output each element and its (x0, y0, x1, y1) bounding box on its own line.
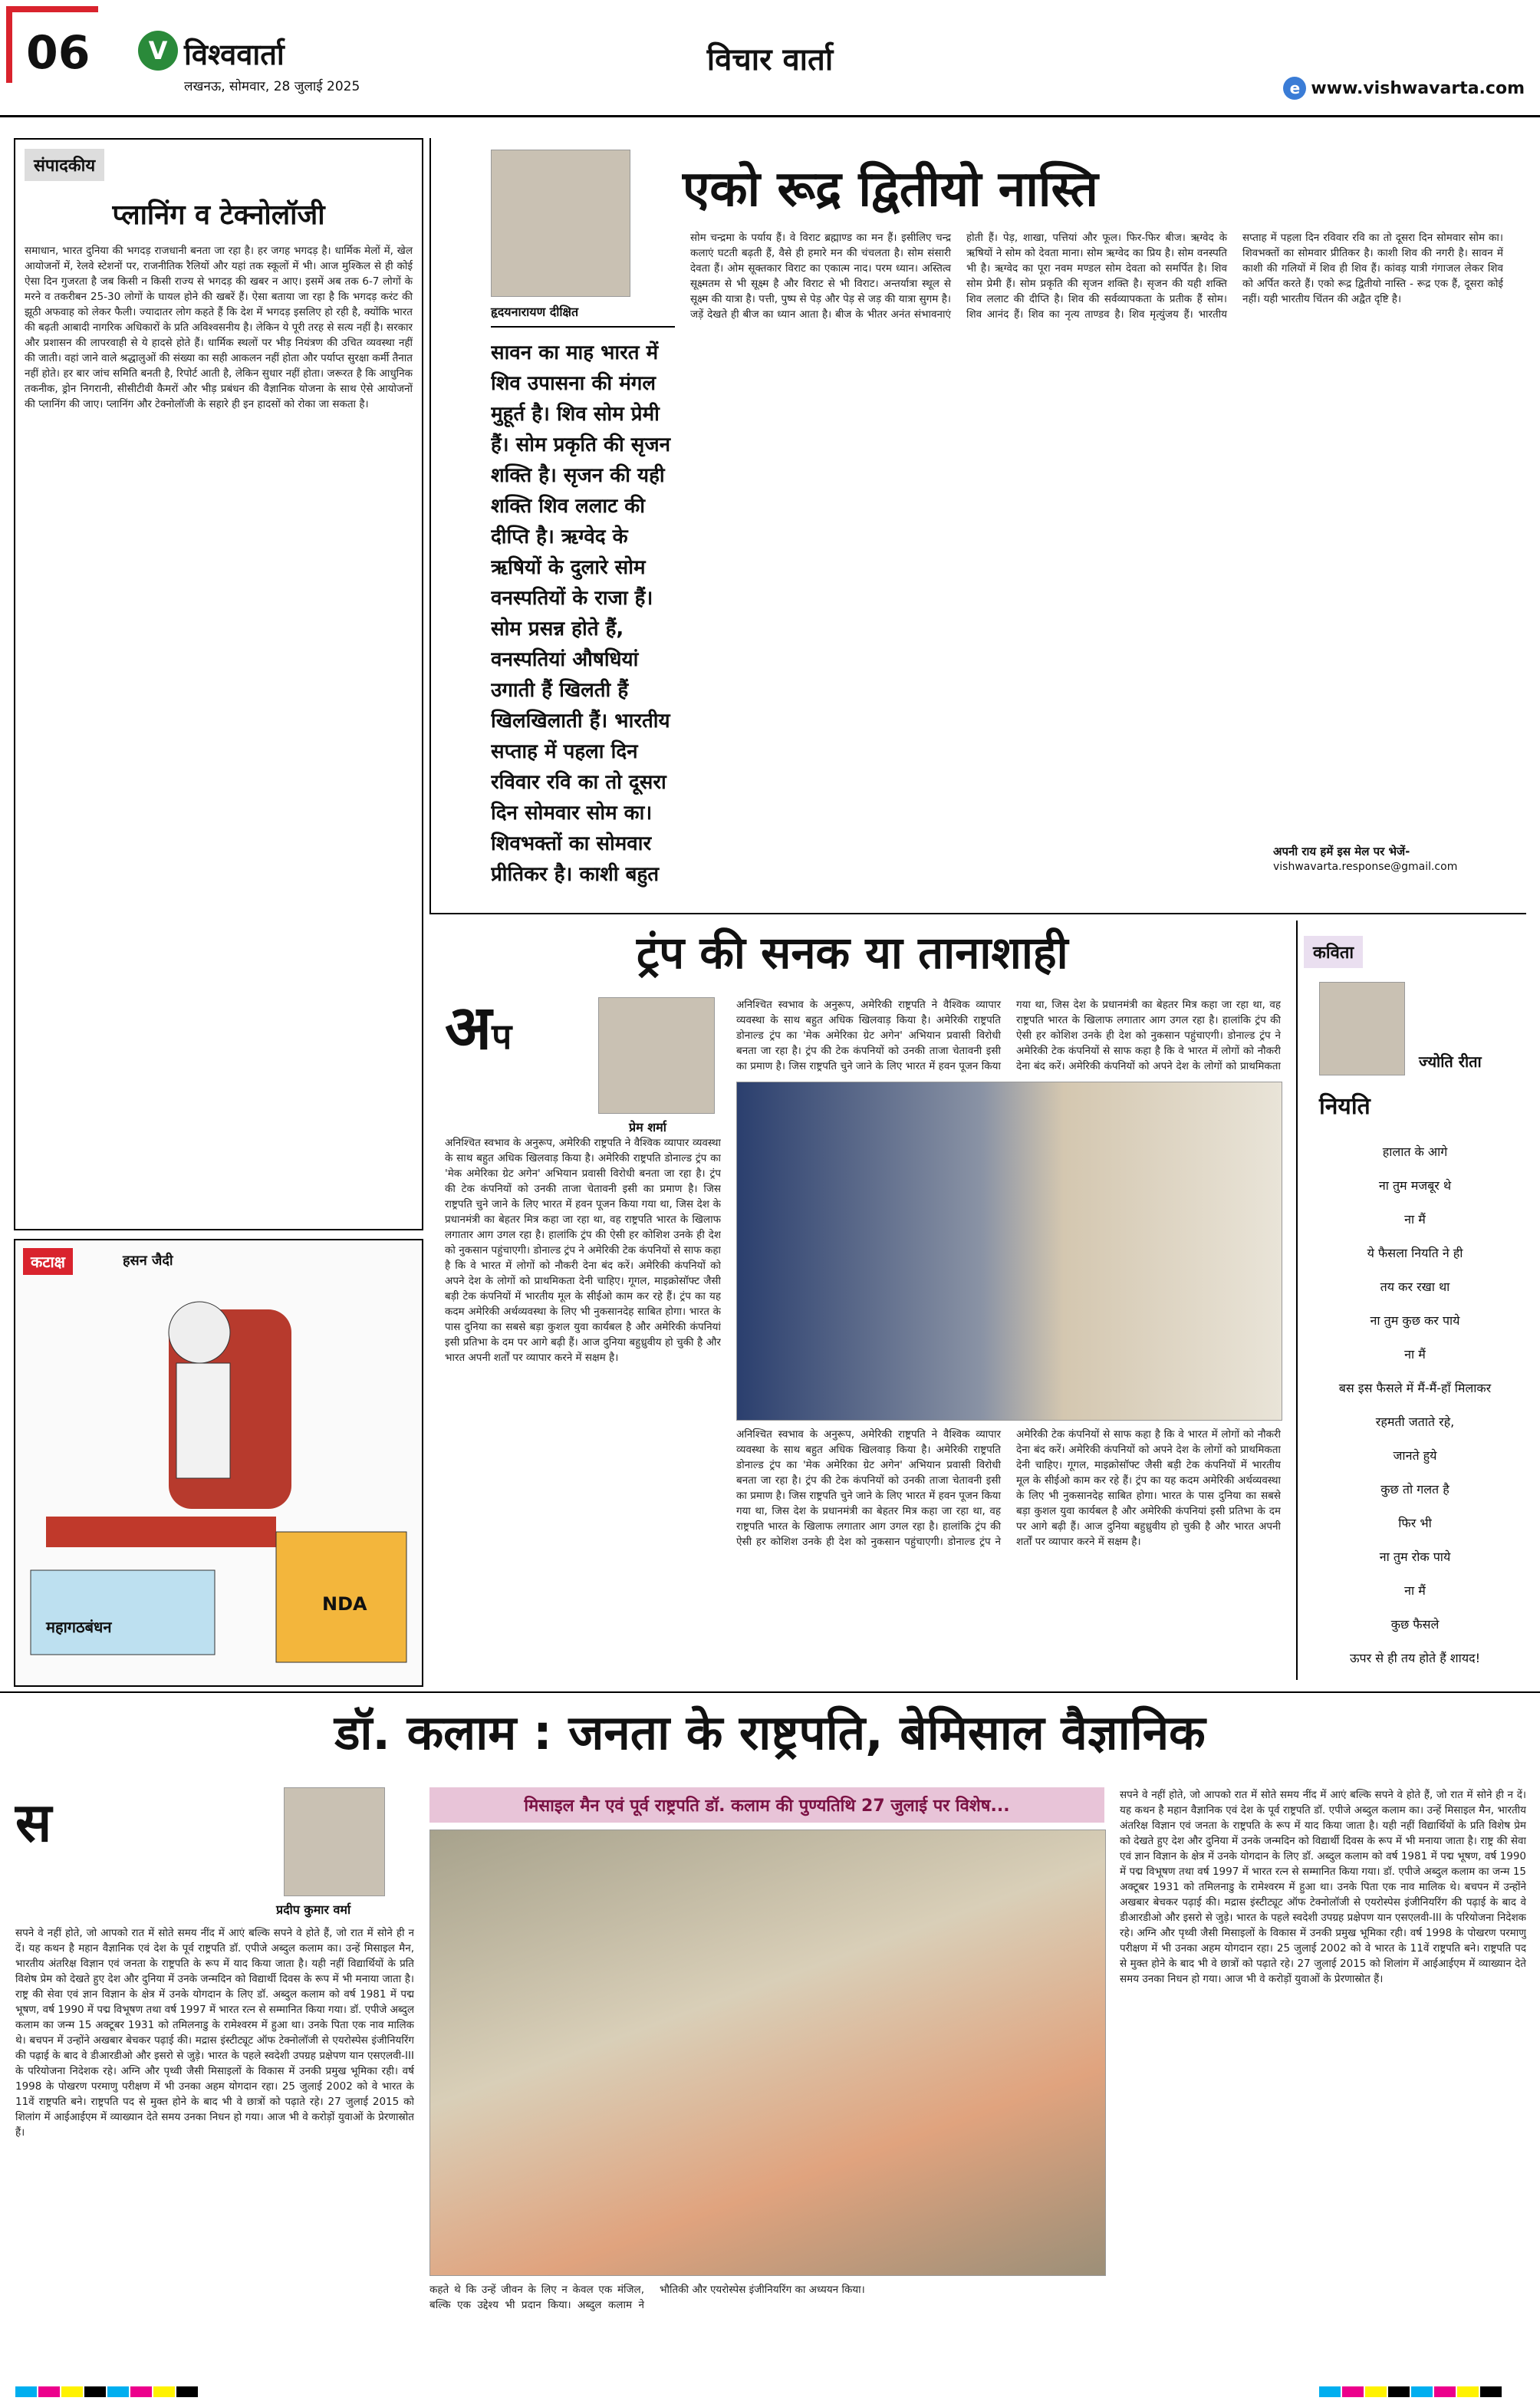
black-swatch (1480, 2386, 1502, 2397)
article3-banner: मिसाइल मैन एवं पूर्व राष्ट्रपति डॉ. कलाम की पुण्यतिथि 27 जुलाई पर विशेष... (429, 1787, 1104, 1823)
pull-quote-rule (491, 326, 675, 328)
yellow-swatch (1457, 2386, 1479, 2397)
cartoon-panel (14, 1239, 423, 1687)
cartoon-sign-left-text: महागठबंधन (46, 1618, 112, 1636)
section-title: विचार वार्ता (706, 42, 834, 77)
article3-photo (429, 1830, 1106, 2276)
editorial-body: समाधान, भारत दुनिया की भगदड़ राजधानी बनता जा रहा है। हर जगह भगदड़ है। धार्मिक मेलों में, खेल आयोजनों में, रेलवे स्टेशनों पर, राजनीतिक रैलियों और यहां तक स्कूलों में भी। आज मुश्किल से ही कोई ऐसा दिन गुजरता है जब किसी न किसी राज्य से भगदड़ की खबर न आए। इसमें अब तक 6-7 लोगों के मरने व तकरीबन 25-30 लोगों के घायल होने की खबरें हैं। ऐसा बताया जा रहा है कि भगदड़ करंट की झूठी अफवाह को लेकर फैली। ज्यादातर लोग कहते हैं कि देश में भगदड़ इसलिए हो रही है, क्योंकि भारत की बढ़ती आबादी नागरिक अधिकारों के प्रति अविश्वसनीय है। लेकिन ये पूरी तरह से सत्य नहीं है। सरकार और प्रशासन की लापरवाही से ये हादसे होते हैं। धार्मिक स्थलों पर भीड़ नियंत्रण की उचित व्यवस्था नहीं की जाती। वहां जाने वाले श्रद्धालुओं की संख्या का सही आकलन नहीं होता और पर्याप्त सुरक्षा कर्मी तैनात नहीं होते। हर बार जांच समिति बनती है, रिपोर्ट आती है, लेकिन सुधार नहीं होता। जरूरत है कि आधुनिक तकनीक, ड्रोन निगरानी, सीसीटीवी कैमरों और भीड़ प्रबंधन की वैज्ञानिक योजना के साथ ऐसे आयोजनों की प्लानिंग की जाए। प्लानिंग और टेक्नोलॉजी के सहारे ही इन हादसों को रोका जा सकता है। (25, 245, 413, 410)
poem-label: कविता (1304, 936, 1363, 968)
article2-body-bottom: अनिश्चित स्वभाव के अनुरूप, अमेरिकी राष्ट्रपति ने वैश्विक व्यापार व्यवस्था के साथ बहुत अधिक खिलवाड़ किया है। अमेरिकी राष्ट्रपति डोनाल्ड ट्रंप का 'मेक अमेरिका ग्रेट अगेन' अभियान प्रवासी विरोधी बनता जा रहा है। ट्रंप की टेक कंपनियों को उनकी ताजा चेतावनी इसी का प्रमाण है। जिस राष्ट्रपति चुने जाने के लिए भारत में हवन पूजन किया गया था, जिस देश के प्रधानमंत्री का बेहतर मित्र कहा जा रहा था, वह राष्ट्रपति भारत के खिलाफ लगातार आग उगल रहा है। हालांकि ट्रंप की ऐसी हर कोशिश उनके ही देश को नुकसान पहुंचाएगी। डोनाल्ड ट्रंप ने अमेरिकी टेक कंपनियों से साफ कहा है कि वे भारत में लोगों को नौकरी देना बंद करें। अमेरिकी कंपनियों को अपने देश के लोगों को प्राथमिकता देनी चाहिए। गूगल, माइक्रोसॉफ्ट जैसी बड़ी टेक कंपनियों में भारतीय मूल के सीईओ काम कर रहे हैं। ट्रंप का यह कदम अमेरिकी अर्थव्यवस्था के लिए भी नुकसानदेह साबित होगा। भारत के पास दुनिया का सबसे बड़ा कुशल युवा कार्यबल है और अमेरिकी कंपनियां इसी प्रतिभा के दम पर आगे बढ़ी हैं। आज दुनिया बहुध्रुवीय हो चुकी है और भारत अपनी शर्तों पर व्यापार करने में सक्षम है। (736, 1428, 1281, 1548)
poem-line: ना तुम मजबूर थे (1378, 1178, 1452, 1193)
black-swatch (176, 2386, 198, 2397)
cyan-swatch (15, 2386, 37, 2397)
column-divider (429, 138, 431, 913)
poem-line: ना मैं (1404, 1212, 1426, 1227)
cartoon-sign-right-text: NDA (322, 1593, 367, 1615)
poem-line: ना तुम रोक पाये (1379, 1550, 1451, 1564)
row-divider (429, 913, 1526, 914)
cartoon-sign-left (31, 1570, 215, 1655)
yellow-swatch (153, 2386, 175, 2397)
cartoon-figure-body (176, 1363, 230, 1478)
black-swatch (84, 2386, 106, 2397)
article1-pull-quote: सावन का माह भारत में शिव उपासना की मंगल मुहूर्त है। शिव सोम प्रेमी हैं। सोम प्रकृति की सृजन शक्ति है। सृजन की यही शक्ति शिव ललाट की दीप्ति है। ऋग्वेद के ऋषियों के दुलारे सोम वनस्पतियों के राजा हैं। सोम प्रसन्न होते हैं, वनस्पतियां औषधियां उगाती हैं खिलती हैं खिलखिलाती हैं। भारतीय सप्ताह में पहला दिन रविवार रवि का तो दूसरा दिन सोमवार सोम का। शिवभक्तों का सोमवार प्रीतिकर है। काशी बहुत (491, 341, 671, 886)
cartoon-artist: हसन जैदी (123, 1253, 173, 1269)
article2-photo (736, 1082, 1282, 1421)
poem-line: ये फैसला नियति ने ही (1367, 1246, 1463, 1260)
magenta-swatch (130, 2386, 152, 2397)
article2-author-photo (598, 997, 715, 1114)
poem-lines (1304, 1135, 1526, 1675)
brand-name[interactable]: विश्ववार्ता (184, 38, 285, 71)
poem-line: बस इस फैसले में मैं-मैं-हाँ मिलाकर (1338, 1381, 1492, 1395)
header-divider (0, 115, 1540, 117)
article3-drop-cap: स (15, 1791, 52, 1854)
article2-drop-cap-rest: प (492, 1016, 512, 1057)
article2-body-left: अनिश्चित स्वभाव के अनुरूप, अमेरिकी राष्ट्रपति ने वैश्विक व्यापार व्यवस्था के साथ बहुत अधिक खिलवाड़ किया है। अमेरिकी राष्ट्रपति डोनाल्ड ट्रंप का 'मेक अमेरिका ग्रेट अगेन' अभियान प्रवासी विरोधी बनता जा रहा है। ट्रंप की टेक कंपनियों को उनकी ताजा चेतावनी इसी का प्रमाण है। जिस राष्ट्रपति चुने जाने के लिए भारत में हवन पूजन किया गया था, जिस देश के प्रधानमंत्री का बेहतर मित्र कहा जा रहा था, वह राष्ट्रपति भारत के खिलाफ लगातार आग उगल रहा है। हालांकि ट्रंप की ऐसी हर कोशिश उनके ही देश को नुकसान पहुंचाएगी। डोनाल्ड ट्रंप ने अमेरिकी टेक कंपनियों से साफ कहा है कि वे भारत में लोगों को नौकरी देना बंद करें। अमेरिकी कंपनियों को अपने देश के लोगों को प्राथमिकता देनी चाहिए। गूगल, माइक्रोसॉफ्ट जैसी बड़ी टेक कंपनियों में भारतीय मूल के सीईओ काम कर रहे हैं। ट्रंप का यह कदम अमेरिकी अर्थव्यवस्था के लिए भी नुकसानदेह साबित होगा। भारत के पास दुनिया का सबसे बड़ा कुशल युवा कार्यबल है और अमेरिकी कंपनियां इसी प्रतिभा के दम पर आगे बढ़ी हैं। आज दुनिया बहुध्रुवीय हो चुकी है और भारत अपनी शर्तों पर व्यापार करने में सक्षम है। (445, 1137, 721, 1364)
print-registration-marks-right (1319, 2386, 1503, 2396)
article2-drop-cap (445, 992, 512, 1067)
article3-title: डॉ. कलाम : जनता के राष्ट्रपति, बेमिसाल वैज्ञानिक (334, 1704, 1206, 1760)
yellow-swatch (61, 2386, 83, 2397)
cyan-swatch (1319, 2386, 1341, 2397)
magenta-swatch (1434, 2386, 1456, 2397)
poem-line: रहमती जताते रहे, (1375, 1415, 1455, 1429)
cartoon-figure-head (169, 1302, 230, 1363)
magenta-swatch (1342, 2386, 1364, 2397)
article2-author: प्रेम शर्मा (629, 1120, 666, 1135)
cartoon-label: कटाक्ष (23, 1248, 73, 1275)
black-swatch (1388, 2386, 1410, 2397)
article1-email[interactable]: vishwavarta.response@gmail.com (1273, 861, 1458, 873)
article3-body-left: सपने वे नहीं होते, जो आपको रात में सोते समय नींद में आएं बल्कि सपने वे होते हैं, जो रात में सोने ही न दें। यह कथन है महान वैज्ञानिक एवं देश के पूर्व राष्ट्रपति डॉ. एपीजे अब्दुल कलाम का। उन्हें मिसाइल मैन, भारतीय अंतरिक्ष विज्ञान एवं जनता के राष्ट्रपति के रूप में याद किया जाता है। यही नहीं विद्यार्थियों के प्रति विशेष प्रेम को देखते हुए देश और दुनिया में उनके जन्मदिन को विद्यार्थी दिवस के रूप में भी मनाया जाता है। राष्ट्र की सेवा एवं ज्ञान विज्ञान के क्षेत्र में उनके योगदान के लिए डॉ. अब्दुल कलाम को वर्ष 1981 में पद्म भूषण, वर्ष 1990 में पद्म विभूषण तथा वर्ष 1997 में भारत रत्न से सम्मानित किया गया। डॉ. एपीजे अब्दुल कलाम का जन्म 15 अक्टूबर 1931 को तमिलनाडु के रामेश्वरम में हुआ था। उनके पिता एक नाव मालिक थे। बचपन में उन्होंने अखबार बेचकर पढ़ाई की। मद्रास इंस्टीट्यूट ऑफ टेक्नोलॉजी से एयरोस्पेस इंजीनियरिंग की पढ़ाई के बाद वे डीआरडीओ और इसरो से जुड़े। भारत के पहले स्वदेशी उपग्रह प्रक्षेपण यान एसएलवी-III के परियोजना निदेशक रहे। अग्नि और पृथ्वी जैसी मिसाइलों के विकास में उनकी प्रमुख भूमिका रही। वर्ष 1998 के पोखरण परमाणु परीक्षण में भी उनका अहम योगदान रहा। 25 जुलाई 2002 को वे भारत के 11वें राष्ट्रपति बने। राष्ट्रपति पद से मुक्त होने के बाद भी वे छात्रों को पढ़ाते रहे। 27 जुलाई 2015 को शिलांग में आईआईएम में व्याख्यान देते समय उनका निधन हो गया। आज भी वे करोड़ों युवाओं के प्रेरणास्रोत हैं। (15, 1927, 414, 2139)
poem-line: हालात के आगे (1382, 1145, 1448, 1159)
poem-line: तय कर रखा था (1380, 1280, 1450, 1294)
article3-body-right: सपने वे नहीं होते, जो आपको रात में सोते समय नींद में आएं बल्कि सपने वे होते हैं, जो रात में सोने ही न दें। यह कथन है महान वैज्ञानिक एवं देश के पूर्व राष्ट्रपति डॉ. एपीजे अब्दुल कलाम का। उन्हें मिसाइल मैन, भारतीय अंतरिक्ष विज्ञान एवं जनता के राष्ट्रपति के रूप में याद किया जाता है। यही नहीं विद्यार्थियों के प्रति विशेष प्रेम को देखते हुए देश और दुनिया में उनके जन्मदिन को विद्यार्थी दिवस के रूप में भी मनाया जाता है। राष्ट्र की सेवा एवं ज्ञान विज्ञान के क्षेत्र में उनके योगदान के लिए डॉ. अब्दुल कलाम को वर्ष 1981 में पद्म भूषण, वर्ष 1990 में पद्म विभूषण तथा वर्ष 1997 में भारत रत्न से सम्मानित किया गया। डॉ. एपीजे अब्दुल कलाम का जन्म 15 अक्टूबर 1931 को तमिलनाडु के रामेश्वरम में हुआ था। उनके पिता एक नाव मालिक थे। बचपन में उन्होंने अखबार बेचकर पढ़ाई की। मद्रास इंस्टीट्यूट ऑफ टेक्नोलॉजी से एयरोस्पेस इंजीनियरिंग की पढ़ाई के बाद वे डीआरडीओ और इसरो से जुड़े। भारत के पहले स्वदेशी उपग्रह प्रक्षेपण यान एसएलवी-III के परियोजना निदेशक रहे। अग्नि और पृथ्वी जैसी मिसाइलों के विकास में उनकी प्रमुख भूमिका रही। वर्ष 1998 के पोखरण परमाणु परीक्षण में भी उनका अहम योगदान रहा। 25 जुलाई 2002 को वे भारत के 11वें राष्ट्रपति बने। राष्ट्रपति पद से मुक्त होने के बाद भी वे छात्रों को पढ़ाते रहे। 27 जुलाई 2015 को शिलांग में आईआईएम में व्याख्यान देते समय उनका निधन हो गया। आज भी वे करोड़ों युवाओं के प्रेरणास्रोत हैं। (1120, 1789, 1526, 1985)
cartoon-bench-left (46, 1517, 276, 1547)
poet-name: ज्योति रीता (1419, 1052, 1482, 1071)
website-url[interactable]: www.vishwavarta.com (1311, 79, 1525, 98)
editorial-label: संपादकीय (25, 149, 104, 181)
article1-author: हृदयनारायण दीक्षित (491, 305, 579, 319)
article1-title: एको रूद्र द्वितीयो नास्ति (683, 161, 1098, 218)
cyan-swatch (1411, 2386, 1433, 2397)
article2-body-top: अनिश्चित स्वभाव के अनुरूप, अमेरिकी राष्ट्रपति ने वैश्विक व्यापार व्यवस्था के साथ बहुत अधिक खिलवाड़ किया है। अमेरिकी राष्ट्रपति डोनाल्ड ट्रंप का 'मेक अमेरिका ग्रेट अगेन' अभियान प्रवासी विरोधी बनता जा रहा है। ट्रंप की टेक कंपनियों को उनकी ताजा चेतावनी इसी का प्रमाण है। जिस राष्ट्रपति चुने जाने के लिए भारत में हवन पूजन किया गया था, जिस देश के प्रधानमंत्री का बेहतर मित्र कहा जा रहा था, वह राष्ट्रपति भारत के खिलाफ लगातार आग उगल रहा है। हालांकि ट्रंप की ऐसी हर कोशिश उनके ही देश को नुकसान पहुंचाएगी। डोनाल्ड ट्रंप ने अमेरिकी टेक कंपनियों से साफ कहा है कि वे भारत में लोगों को नौकरी देना बंद करें। अमेरिकी कंपनियों को अपने देश के लोगों को प्राथमिकता (736, 999, 1281, 1072)
article3-caption: कहते थे कि उन्हें जीवन के लिए न केवल एक मंजिल, बल्कि एक उद्देश्य भी प्रदान किया। अब्दुल कलाम ने भौतिकी और एयरोस्पेस इंजीनियरिंग का अध्ययन किया। (429, 2284, 865, 2311)
website-link[interactable] (1283, 77, 1525, 100)
poet-photo (1319, 982, 1405, 1075)
print-registration-marks (15, 2386, 199, 2396)
poem-line: फिर भी (1398, 1516, 1432, 1530)
yellow-swatch (1365, 2386, 1387, 2397)
editorial-panel (14, 138, 423, 1230)
article2-drop-cap-letter: अ (445, 992, 492, 1063)
article3-author: प्रदीप कुमार वर्मा (276, 1902, 351, 1917)
article1-body: सोम चन्द्रमा के पर्याय हैं। वे विराट ब्रह्माण्ड का मन हैं। इसीलिए चन्द्र कलाएं घटती बढ़ती हैं, वैसे ही हमारे मन की चंचलता है। सोम संसारी देवता हैं। ओम सूक्तकार विराट का एकात्म नाद। परम ध्यान। अस्तित्व सूक्ष्मतम से भी सूक्ष्म है और विराट से भी विराट। अन्तर्यात्रा स्थूल से सूक्ष्म की यात्रा है। पत्ती, पुष्प से पेड़ और पेड़ से जड़ की यात्रा सुगम है। जड़ें देखते ही बीज का ध्यान आता है। बीज के भीतर अनंत संभावनाएं होती हैं। पेड़, शाखा, पत्तियां और फूल। फिर-फिर बीज। ऋग्वेद के ऋषियों ने सोम को देवता माना। सोम ऋग्वेद का प्रिय है। सोम वनस्पति भी है। ऋग्वेद का पूरा नवम मण्डल सोम देवता को समर्पित है। शिव सोम प्रेमी हैं। सोम प्रकृति की सृजन शक्ति है। सृजन की यही शक्ति शिव ललाट की दीप्ति है। शिव की सर्वव्यापकता के प्रतीक हैं सोम। शिव आनंद हैं। शिव का नृत्य ताण्डव है। शिव मृत्युंजय हैं। भारतीय सप्ताह में पहला दिन रविवार रवि का तो दूसरा दिन सोमवार सोम का। शिवभक्तों का सोमवार प्रीतिकर है। काशी शिव की नगरी है। सावन में काशी की गलियों में शिव ही शिव हैं। कांवड़ यात्री गंगाजल लेकर शिव को अर्पित करते हैं। एको रूद्र द्वितीयो नास्ति - रूद्र एक हैं, दूसरा कोई नहीं। यही भारतीय चिंतन की अद्वैत दृष्टि है। (690, 232, 1503, 321)
poem-line: कुछ फैसले (1390, 1617, 1440, 1632)
magenta-swatch (38, 2386, 60, 2397)
editorial-title: प्लानिंग व टेक्नोलॉजी (112, 199, 325, 231)
article2-title: ट्रंप की सनक या तानाशाही (637, 927, 1068, 979)
poem-line: ना मैं (1404, 1583, 1426, 1598)
cyan-swatch (107, 2386, 129, 2397)
brand-logo-icon[interactable]: V (138, 31, 178, 71)
page-number: 06 (6, 6, 98, 83)
poem-panel (1304, 936, 1526, 1688)
article1-author-photo (491, 150, 630, 297)
poem-line: ना मैं (1404, 1347, 1426, 1362)
poem-line: जानते हुये (1393, 1448, 1437, 1463)
poem-divider (1296, 921, 1298, 1680)
poem-line: कुछ तो गलत है (1380, 1482, 1450, 1497)
row-divider-bottom (0, 1691, 1540, 1693)
poem-title: नियति (1319, 1093, 1371, 1120)
browser-icon: e (1283, 77, 1306, 100)
poem-line: ना तुम कुछ कर पाये (1370, 1313, 1460, 1328)
dateline: लखनऊ, सोमवार, 28 जुलाई 2025 (184, 79, 360, 94)
article1-footer: अपनी राय हमें इस मेल पर भेजें- (1273, 845, 1410, 858)
article3-author-photo (284, 1787, 385, 1896)
poem-line: ऊपर से ही तय होते हैं शायद! (1349, 1651, 1481, 1665)
